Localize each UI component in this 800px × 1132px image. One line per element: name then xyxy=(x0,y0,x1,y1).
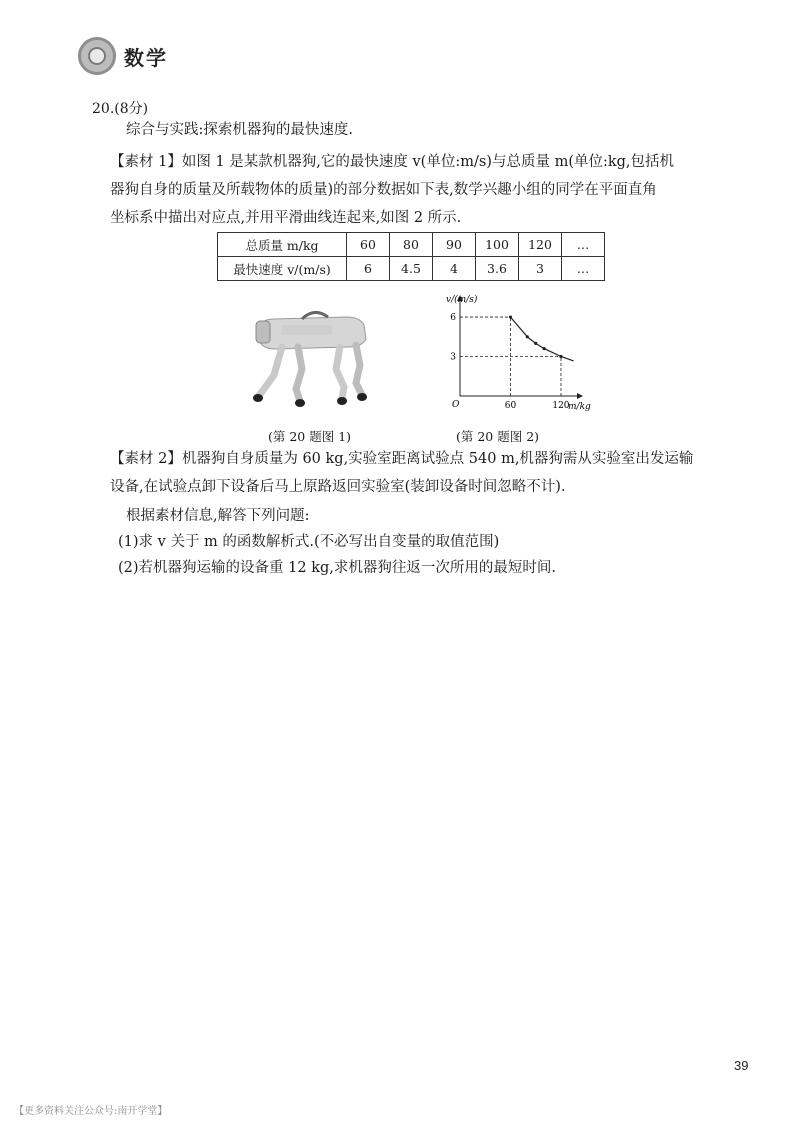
material-2-line: 【素材 2】机器狗自身质量为 60 kg,实验室距离试验点 540 m,机器狗需从实验室出发运输 xyxy=(110,451,694,467)
page-header xyxy=(78,36,168,76)
question-number: 20.(8分) xyxy=(92,101,149,117)
data-point xyxy=(526,335,529,338)
table-cell: 6 xyxy=(347,257,390,281)
data-point xyxy=(543,347,546,350)
figure-2-caption: (第 20 题图 2) xyxy=(456,429,540,444)
sub-question-2: (2)若机器狗运输的设备重 12 kg,求机器狗往返一次所用的最短时间. xyxy=(118,560,556,576)
material-1-line: 【素材 1】如图 1 是某款机器狗,它的最快速度 v(单位:m/s)与总质量 m(单位:kg,包括机 xyxy=(110,154,675,170)
data-point xyxy=(534,342,537,345)
material-2-line: 设备,在试验点卸下设备后马上原路返回实验室(装卸设备时间忽略不计). xyxy=(110,479,566,495)
origin-label: O xyxy=(452,400,460,410)
table-cell: 3 xyxy=(519,257,562,281)
data-point xyxy=(509,315,512,318)
y-tick-label: 6 xyxy=(450,313,456,324)
figure-1-caption: (第 20 题图 1) xyxy=(268,429,352,444)
x-tick-label: 120 xyxy=(552,401,570,411)
table-cell: 4 xyxy=(433,257,476,281)
y-axis-label: v/(m/s) xyxy=(446,295,478,305)
subject-logo-icon xyxy=(78,37,116,75)
table-cell: 4.5 xyxy=(390,257,433,281)
material-2 xyxy=(110,445,715,501)
table-cell: 120 xyxy=(519,233,562,257)
data-table xyxy=(217,232,605,281)
table-cell: 60 xyxy=(347,233,390,257)
table-cell: 90 xyxy=(433,233,476,257)
subject-title: 数学 xyxy=(124,45,168,70)
series-line xyxy=(511,317,574,361)
table-cell: 3.6 xyxy=(476,257,519,281)
robot-dog-image xyxy=(242,305,382,415)
y-tick-label: 3 xyxy=(450,352,456,363)
table-row xyxy=(218,257,605,281)
page-number: 39 xyxy=(734,1058,749,1073)
table-row xyxy=(218,233,605,257)
table-header-cell: 总质量 m/kg xyxy=(218,233,347,257)
question-intro: 综合与实践:探索机器狗的最快速度. xyxy=(126,122,353,138)
data-point xyxy=(559,355,562,358)
x-axis-label: m/kg xyxy=(568,402,591,412)
material-1 xyxy=(110,148,715,232)
sub-question-1: (1)求 v 关于 m 的函数解析式.(不必写出自变量的取值范围) xyxy=(118,534,500,550)
x-tick-label: 60 xyxy=(504,401,517,411)
table-header-cell: 最快速度 v/(m/s) xyxy=(218,257,347,281)
question-prompt: 根据素材信息,解答下列问题: xyxy=(126,508,310,524)
table-cell: … xyxy=(562,257,605,281)
footer-note: 【更多资料关注公众号:南开学堂】 xyxy=(14,1106,168,1117)
table-cell: … xyxy=(562,233,605,257)
table-cell: 80 xyxy=(390,233,433,257)
speed-mass-graph xyxy=(440,290,600,415)
table-cell: 100 xyxy=(476,233,519,257)
material-1-line: 坐标系中描出对应点,并用平滑曲线连起来,如图 2 所示. xyxy=(110,210,462,226)
material-1-line: 器狗自身的质量及所载物体的质量)的部分数据如下表,数学兴趣小组的同学在平面直角 xyxy=(110,182,657,198)
